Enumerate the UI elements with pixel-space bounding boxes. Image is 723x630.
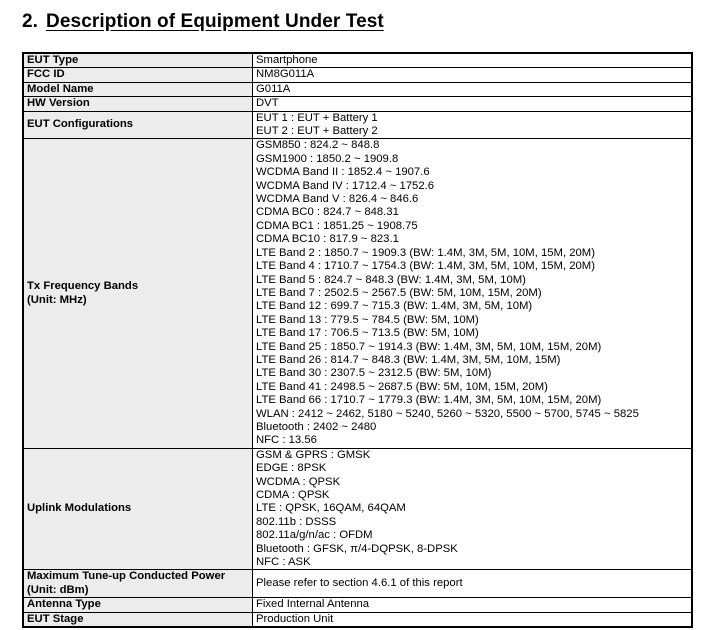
eut-stage-value: Production Unit [253, 612, 693, 627]
band-line: LTE Band 25 : 1850.7 ~ 1914.3 (BW: 1.4M, 3M, 5M, 10M, 15M, 20M) [256, 340, 602, 353]
fcc-id-label: FCC ID [23, 68, 253, 82]
band-line: LTE Band 7 : 2502.5 ~ 2567.5 (BW: 5M, 10M, 15M, 20M) [256, 286, 542, 299]
band-line: LTE Band 17 : 706.5 ~ 713.5 (BW: 5M, 10M) [256, 327, 479, 340]
eut-config-line: EUT 2 : EUT + Battery 2 [256, 125, 378, 138]
model-name-value: G011A [253, 82, 693, 96]
band-line: Bluetooth : 2402 ~ 2480 [256, 420, 377, 433]
uplink-modulations-label: Uplink Modulations [23, 448, 253, 570]
max-tuneup-power-value: Please refer to section 4.6.1 of this report [253, 570, 693, 598]
band-line: LTE Band 13 : 779.5 ~ 784.5 (BW: 5M, 10M) [256, 313, 479, 326]
modulation-line: 802.11b : DSSS [256, 515, 337, 528]
eut-configurations-value [253, 111, 693, 139]
section-title: Description of Equipment Under Test [46, 11, 384, 32]
section-number: 2. [22, 11, 39, 32]
modulation-line: GSM & GPRS : GMSK [256, 448, 371, 461]
band-line: LTE Band 66 : 1710.7 ~ 1779.3 (BW: 1.4M, 3M, 5M, 10M, 15M, 20M) [256, 394, 602, 407]
modulation-line: NFC : ASK [256, 556, 311, 569]
eut-type-label: EUT Type [23, 53, 253, 68]
modulation-line: Bluetooth : GFSK, π/4-DQPSK, 8-DPSK [256, 542, 458, 555]
modulation-line: CDMA : QPSK [256, 489, 330, 501]
tx-frequency-bands-unit: (Unit: MHz) [27, 293, 87, 306]
fcc-id-value: NM8G011A [253, 68, 693, 82]
band-line: LTE Band 12 : 699.7 ~ 715.3 (BW: 1.4M, 3M, 5M, 10M) [256, 300, 533, 313]
row-eut-configurations [23, 111, 692, 139]
row-max-tuneup-power [23, 570, 692, 598]
row-hw-version [23, 97, 692, 111]
row-eut-type [23, 53, 692, 68]
row-uplink-modulations [23, 448, 692, 570]
band-line: CDMA BC1 : 1851.25 ~ 1908.75 [256, 219, 418, 232]
model-name-label: Model Name [23, 82, 253, 96]
max-tuneup-power-label [23, 570, 253, 598]
band-line: LTE Band 2 : 1850.7 ~ 1909.3 (BW: 1.4M, 3M, 5M, 10M, 15M, 20M) [256, 246, 595, 259]
band-line: LTE Band 41 : 2498.5 ~ 2687.5 (BW: 5M, 10M, 15M, 20M) [256, 380, 548, 393]
equipment-spec-table [22, 52, 693, 628]
band-line: LTE Band 30 : 2307.5 ~ 2312.5 (BW: 5M, 10M) [256, 367, 492, 380]
band-line: WCDMA Band V : 826.4 ~ 846.6 [256, 193, 419, 206]
band-line: CDMA BC0 : 824.7 ~ 848.31 [256, 206, 399, 219]
eut-configurations-label: EUT Configurations [23, 111, 253, 139]
band-line: LTE Band 5 : 824.7 ~ 848.3 (BW: 1.4M, 3M, 5M, 10M) [256, 273, 526, 286]
tx-frequency-bands-value [253, 139, 693, 448]
max-tuneup-power-unit: (Unit: dBm) [27, 583, 89, 596]
band-line: GSM1900 : 1850.2 ~ 1909.8 [256, 152, 399, 165]
row-fcc-id [23, 68, 692, 82]
band-line: CDMA BC10 : 817.9 ~ 823.1 [256, 233, 399, 246]
eut-type-value: Smartphone [253, 53, 693, 68]
antenna-type-label: Antenna Type [23, 598, 253, 612]
band-line: WCDMA Band II : 1852.4 ~ 1907.6 [256, 166, 430, 179]
row-model-name [23, 82, 692, 96]
band-line: LTE Band 26 : 814.7 ~ 848.3 (BW: 1.4M, 3M, 5M, 10M, 15M) [256, 353, 561, 366]
modulation-line: WCDMA : QPSK [256, 475, 341, 488]
max-tuneup-power-title: Maximum Tune-up Conducted Power [27, 570, 226, 583]
row-eut-stage [23, 612, 692, 627]
band-line: LTE Band 4 : 1710.7 ~ 1754.3 (BW: 1.4M, 3M, 5M, 10M, 15M, 20M) [256, 260, 595, 273]
section-heading [22, 11, 384, 33]
modulation-line: EDGE : 8PSK [256, 462, 327, 475]
modulation-line: LTE : QPSK, 16QAM, 64QAM [256, 502, 406, 515]
antenna-type-value: Fixed Internal Antenna [253, 598, 693, 612]
modulation-line: 802.11a/g/n/ac : OFDM [256, 529, 373, 542]
row-tx-frequency-bands [23, 139, 692, 448]
band-line: WCDMA Band IV : 1712.4 ~ 1752.6 [256, 179, 435, 192]
hw-version-label: HW Version [23, 97, 253, 111]
eut-config-line: EUT 1 : EUT + Battery 1 [256, 111, 378, 124]
tx-frequency-bands-label [23, 139, 253, 448]
band-line: NFC : 13.56 [256, 434, 317, 447]
row-antenna-type [23, 598, 692, 612]
band-line: WLAN : 2412 ~ 2462, 5180 ~ 5240, 5260 ~ 5320, 5500 ~ 5700, 5745 ~ 5825 [256, 407, 639, 420]
band-line: GSM850 : 824.2 ~ 848.8 [256, 139, 380, 152]
eut-stage-label: EUT Stage [23, 612, 253, 627]
tx-frequency-bands-title: Tx Frequency Bands [27, 280, 139, 293]
uplink-modulations-value [253, 448, 693, 570]
hw-version-value: DVT [253, 97, 693, 111]
